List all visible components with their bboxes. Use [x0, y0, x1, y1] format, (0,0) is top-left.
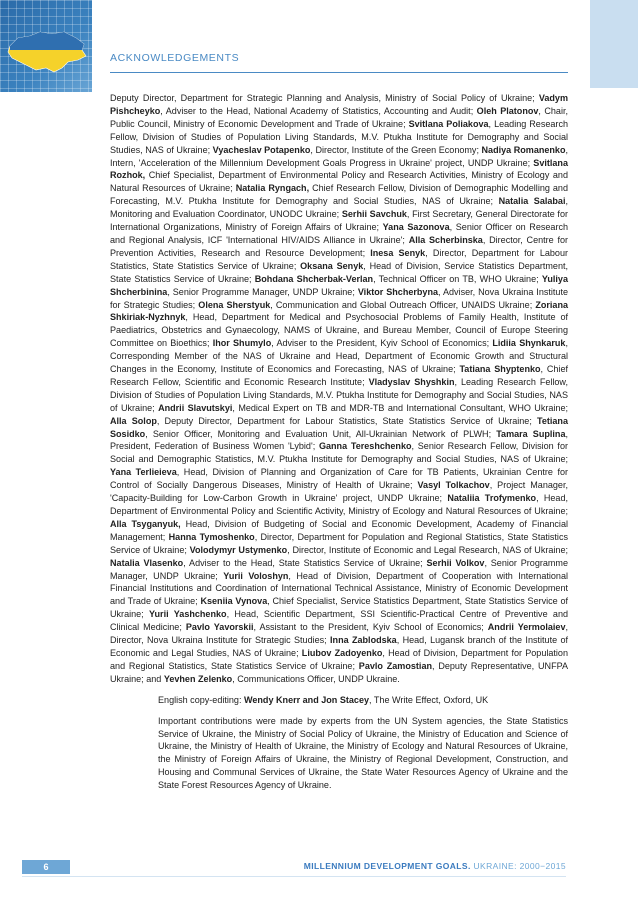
- text-segment: , Communications Officer, UNDP Ukraine.: [232, 673, 400, 684]
- person-name: Yana Sazonova: [382, 222, 450, 233]
- text-segment: , Leading Research Fellow, Division of Studies of Population Living Standards, M.V. Ptukha Institute for Demography and Social Studies, NAS of Ukraine;: [110, 118, 568, 155]
- person-name: Kseniia Vynova: [200, 596, 268, 607]
- person-name: Yuliya Shcherbinina: [110, 273, 568, 297]
- text-segment: , Director, Department for Population and Regional Statistics, State Statistics Service of Ukraine;: [110, 531, 568, 555]
- text-segment: , Director, Centre for Prevention Activities, Research and Resource Development;: [110, 234, 568, 258]
- footer-title: [304, 861, 566, 871]
- text-segment: , Head of Division, Service Statistics Department, State Statistics Service of Ukraine;: [110, 260, 569, 284]
- text-segment: , Senior Programme Manager, UNDP Ukraine;: [167, 286, 358, 297]
- header-divider: [110, 72, 568, 73]
- text-segment: Deputy Director, Department for Strategic Planning and Analysis, Ministry of Social Policy of Ukraine;: [110, 93, 539, 103]
- text-segment: , Deputy Representative, UNFPA Ukraine; and: [110, 660, 568, 684]
- person-name: Serhii Savchuk: [341, 209, 407, 220]
- text-segment: , Chief Specialist, Service Statistics Department, State Statistics Service of Ukraine;: [110, 596, 568, 620]
- acknowledgements-body: [110, 92, 568, 792]
- copy-editing-line: [110, 694, 568, 707]
- header-right-band: [590, 0, 638, 88]
- person-name: Natalia Salabai: [498, 196, 566, 207]
- person-name: Oleh Platonov: [476, 105, 539, 116]
- person-name: Serhii Volkov: [426, 557, 485, 568]
- person-name: Vladyslav Shyshkin: [368, 376, 455, 387]
- person-name: Natalia Ryngach,: [235, 183, 310, 194]
- text-segment: , Head, Division of Planning and Organization of Care for TB Patients, Ukrainian Centre for Control of Socially Dangerous Diseases, Ministry of Health of Ukraine;: [110, 467, 569, 491]
- text-segment: , Communication and Global Outreach Officer, UNAIDS Ukraine;: [270, 299, 536, 310]
- text-segment: Head, Division of Budgeting of Social and Economic Development, Academy of Financial Management;: [110, 518, 568, 542]
- text-segment: , Project Manager, 'Capacity-Building for Low-Carbon Growth in Ukraine' project, UNDP Ukraine;: [110, 480, 568, 504]
- footer-divider: [22, 876, 566, 877]
- text-segment: , Head, Scientific Department, SSI Scientific-Practical Centre of Preventive and Clinical Medicine;: [110, 609, 569, 633]
- person-name: Viktor Shcherbyna: [357, 286, 439, 297]
- person-name: Yurii Yashchenko: [149, 609, 227, 620]
- page-title: ACKNOWLEDGEMENTS: [110, 52, 240, 64]
- page-number: 6: [22, 860, 70, 874]
- person-name: Volodymyr Ustymenko: [189, 544, 288, 555]
- person-name: Hanna Tymoshenko: [168, 531, 255, 542]
- person-name: Andrii Yermolaiev: [487, 622, 566, 633]
- text-segment: , Adviser to the President, Kyiv School of Economics;: [271, 338, 493, 349]
- person-name: Alla Tsyganyuk,: [110, 518, 181, 529]
- text-segment: , Monitoring and Evaluation Coordinator, UNODC Ukraine;: [110, 196, 568, 220]
- person-name: Lidiia Shynkaruk: [492, 338, 566, 349]
- text-segment: , Head of Division, Department of Cooperation with International Financial Institutions and Coordination of International Technical Assistance, Ministry of Economic Development and Trade of Ukraine;: [110, 570, 568, 607]
- footer-title-light: UKRAINE: 2000−2015: [470, 861, 566, 871]
- text-segment: , Deputy Director, Department for Labour Statistics, State Statistics Service of Ukraine;: [156, 415, 537, 426]
- text-segment: , Chair, Public Council, Ministry of Economic Development and Trade of Ukraine;: [110, 105, 568, 129]
- text-segment: , Adviser to the Head, National Academy of Statistics, Accounting and Audit;: [160, 105, 477, 116]
- person-name: Zoriana Shkiriak-Nyzhnyk: [110, 299, 569, 323]
- person-name: Andrii Slavutskyi: [158, 402, 233, 413]
- text-segment: , Senior Officer, Monitoring and Evaluation Unit, All-Ukrainian Network of PLWH;: [145, 428, 497, 439]
- person-name: Tamara Suplina: [496, 428, 566, 439]
- person-name: Bohdana Shcherbak-Verlan: [254, 273, 374, 284]
- text-segment: Chief Specialist, Department of Environmental Policy and Research Activities, Ministry of Ecology and Natural Resources of Ukraine;: [110, 170, 568, 194]
- person-name: Yurii Voloshyn: [223, 570, 289, 581]
- person-name: Nataliia Trofymenko: [447, 493, 537, 504]
- text-segment: , Corresponding Member of the NAS of Ukraine and Head, Department of Economic Growth and Structural Changes in the Economy, Institute of Economics and Forecasting, NAS of Ukraine;: [110, 338, 568, 375]
- person-name: Svitlana Rozhok,: [110, 157, 568, 181]
- copy-editing-prefix: English copy-editing:: [158, 694, 244, 705]
- text-segment: , Leading Research Fellow, Division of Studies of Population Living Standards, M.V. Ptukha Institute for Demography and Social Studies, NAS of Ukraine;: [110, 376, 568, 413]
- person-name: Nadiya Romanenko: [481, 144, 566, 155]
- person-name: Alla Scherbinska: [408, 234, 483, 245]
- text-segment: , Senior Programme Manager, UNDP Ukraine;: [110, 557, 568, 581]
- person-name: Natalia Vlasenko: [110, 557, 184, 568]
- person-name: Yana Terlieieva: [110, 467, 177, 478]
- text-segment: , Medical Expert on TB and MDR-TB and International Consultant, WHO Ukraine;: [232, 402, 568, 413]
- text-segment: , Assistant to the President, Kyiv School of Economics;: [253, 622, 488, 633]
- person-name: Vyacheslav Potapenko: [212, 144, 311, 155]
- text-segment: , Director, Nova Ukraina Institute for Strategic Studies;: [110, 622, 568, 646]
- text-segment: , First Secretary, General Directorate for International Organizations, Ministry of Foreign Affairs of Ukraine;: [110, 209, 568, 233]
- person-name: Oksana Senyk: [300, 260, 364, 271]
- text-segment: , Intern, 'Acceleration of the Millennium Development Goals Progress in Ukraine' project, UNDP Ukraine;: [110, 144, 569, 168]
- text-segment: , Adviser to the Head, State Statistics Service of Ukraine;: [183, 557, 427, 568]
- ukraine-map-icon: [6, 28, 88, 80]
- person-name: Yevhen Zelenko: [163, 673, 233, 684]
- person-name: Ganna Tereshchenko: [318, 441, 412, 452]
- text-segment: , Director, Institute of Economic and Legal Research, NAS of Ukraine;: [287, 544, 568, 555]
- text-segment: Chief Research Fellow, Division of Demographic Modelling and Forecasting, M.V. Ptukha Institute for Demography and Social Studies, NAS of Ukraine;: [110, 183, 568, 207]
- text-segment: , Head of Division, Department for Population and Regional Statistics, State Statistics Service of Ukraine;: [110, 647, 568, 671]
- text-segment: , Technical Officer on TB, WHO Ukraine;: [373, 273, 542, 284]
- person-name: Inna Zablodska: [330, 635, 397, 646]
- person-name: Vasyl Tolkachov: [417, 480, 490, 491]
- person-name: Vadym Pishcheyko: [110, 93, 568, 116]
- person-name: Inesa Senyk: [370, 247, 426, 258]
- text-segment: , Chief Research Fellow, Scientific and Economic Research Institute;: [110, 364, 568, 387]
- text-segment: , Adviser, Nova Ukraina Institute for Strategic Studies;: [110, 286, 568, 310]
- person-name: Liubov Zadoyenko: [301, 647, 383, 658]
- acknowledgements-paragraph: [110, 92, 568, 686]
- person-name: Svitlana Poliakova: [408, 118, 489, 129]
- contributions-paragraph: Important contributions were made by experts from the UN System agencies, the State Statistics Service of Ukraine, the Ministry of Social Policy of Ukraine, the Ministry of Education and Science of Ukraine, the Ministry of Health of Ukraine, the Ministry of Ecology and Natural Resources of Ukraine, the Ministry of Foreign Affairs of Ukraine, the Ministry of Regional Development, Construction, and Housing and Communal Services of Ukraine, the State Water Resources Agency of Ukraine and the State Forest Resources Agency of Ukraine.: [158, 715, 568, 791]
- person-name: Alla Solop: [110, 415, 157, 426]
- copy-editing-suffix: , The Write Effect, Oxford, UK: [369, 694, 489, 705]
- text-segment: , Senior Officer on Research and Regional Analysis, ICF 'International HIV/AIDS Alliance in Ukraine';: [110, 222, 569, 245]
- text-segment: , Senior Research Fellow, Division for Social and Demographic Statistics, M.V. Ptukha Institute for Demography and Social Studies, NAS of Ukraine;: [110, 441, 568, 465]
- person-name: Pavlo Yavorskii: [185, 622, 254, 633]
- header-corner-graphic: [0, 0, 92, 92]
- person-name: Tatiana Shyptenko: [459, 364, 541, 375]
- text-segment: , Director, Institute of the Green Economy;: [310, 144, 482, 155]
- footer-title-bold: MILLENNIUM DEVELOPMENT GOALS.: [303, 861, 471, 871]
- text-segment: , Head, Department of Environmental Policy and Scientific Activity, Ministry of Ecology and Natural Resources of Ukraine;: [110, 493, 569, 516]
- person-name: Pavlo Zamostian: [358, 660, 432, 671]
- person-name: Olena Sherstyuk: [198, 299, 271, 310]
- person-name: Ihor Shumylo: [212, 338, 272, 349]
- text-segment: , President, Federation of Business Women 'Lybid';: [110, 428, 568, 452]
- text-segment: , Head, Lugansk branch of the Institute of Economic and Legal Studies, NAS of Ukraine;: [110, 635, 569, 658]
- copy-editing-names: Wendy Knerr and Jon Stacey: [244, 694, 370, 705]
- text-segment: , Head, Department for Medical and Psychosocial Problems of Family Health, Institute of Paediatrics, Obstetrics and Gynaecology, NAMS of Ukraine, and Bureau Member, Council of Europe Steering Committee on Bioethics;: [110, 312, 568, 349]
- person-name: Tetiana Sosidko: [110, 415, 568, 439]
- text-segment: , Director, Department for Labour Statistics, State Statistics Service of Ukraine;: [110, 247, 568, 271]
